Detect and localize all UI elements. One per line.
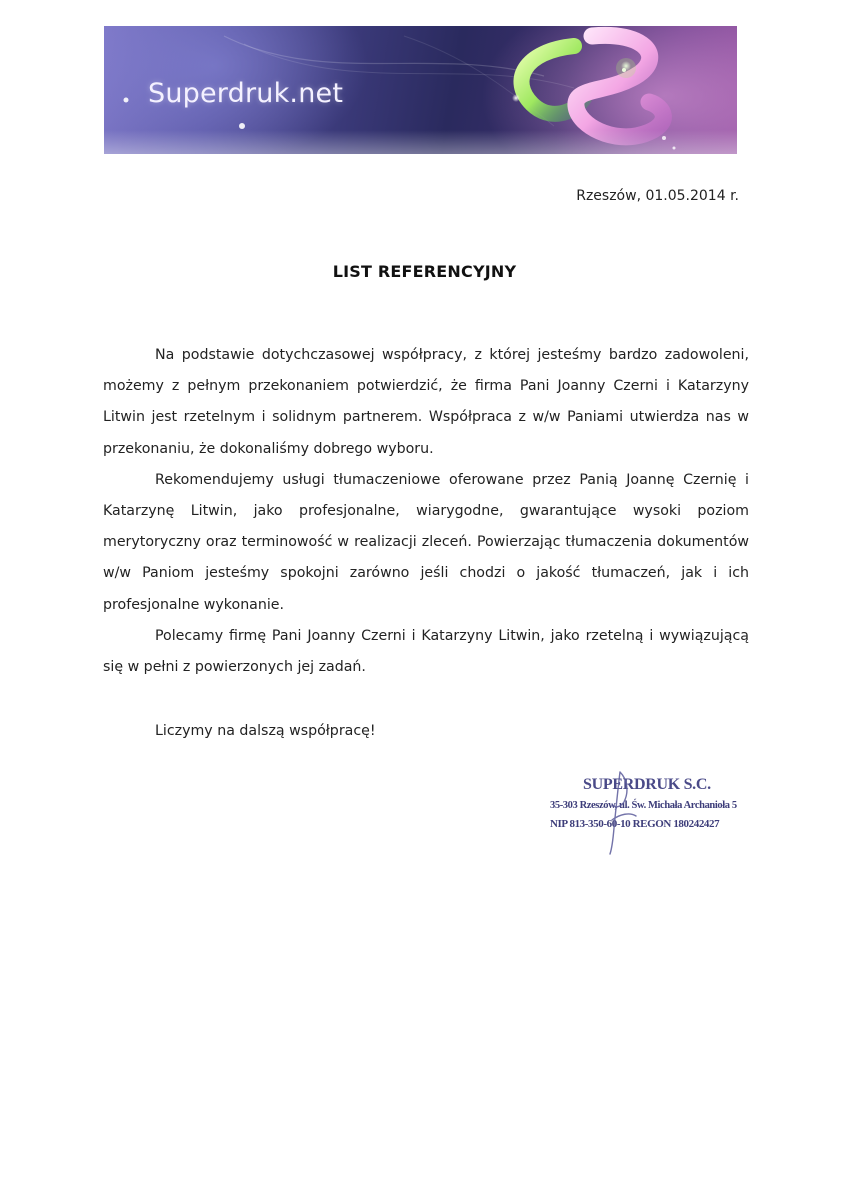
paragraph-3: Polecamy firmę Pani Joanny Czerni i Katarzyny Litwin, jako rzetelną i wywiązującą się w pełni z powierzonych jej zadań.: [103, 627, 749, 676]
stamp-company-name: SUPERDRUK S.C.: [583, 776, 711, 793]
paragraph-1: Na podstawie dotychczasowej współpracy, z której jesteśmy bardzo zadowoleni, możemy z pełnym przekonaniem potwierdzić, że firma Pani Joanny Czerni i Katarzyny Litwin jest rzetelnym i solidnym partnerem. Współpraca z w/w Paniami utwierdza nas w przekonaniu, że dokonaliśmy dobrego wyboru.: [103, 347, 749, 457]
stamp-address: 35-303 Rzeszów, ul. Św. Michała Archanioła 5: [550, 800, 737, 811]
letter-closing: Liczymy na dalszą współpracę!: [155, 723, 376, 739]
letter-date: Rzeszów, 01.05.2014 r.: [576, 188, 739, 204]
letter-body: [103, 340, 749, 683]
superdruk-logo: Superdruk.net: [148, 78, 344, 109]
handwritten-signature: [590, 768, 650, 858]
paragraph-2: Rekomendujemy usługi tłumaczeniowe oferowane przez Panią Joannę Czernię i Katarzynę Litwin, jako profesjonalne, wiarygodne, gwarantujące wysoki poziom merytoryczny oraz terminowość w realizacji zleceń. Powierzając tłumaczenia dokumentów w/w Paniom jesteśmy spokojni zarówno jeśli chodzi o jakość tłumaczeń, jak i ich profesjonalne wykonanie.: [103, 471, 749, 613]
letter-title: LIST REFERENCYJNY: [332, 262, 517, 281]
stamp-ids: NIP 813-350-60-10 REGON 180242427: [550, 818, 720, 830]
header-banner: [104, 26, 737, 154]
